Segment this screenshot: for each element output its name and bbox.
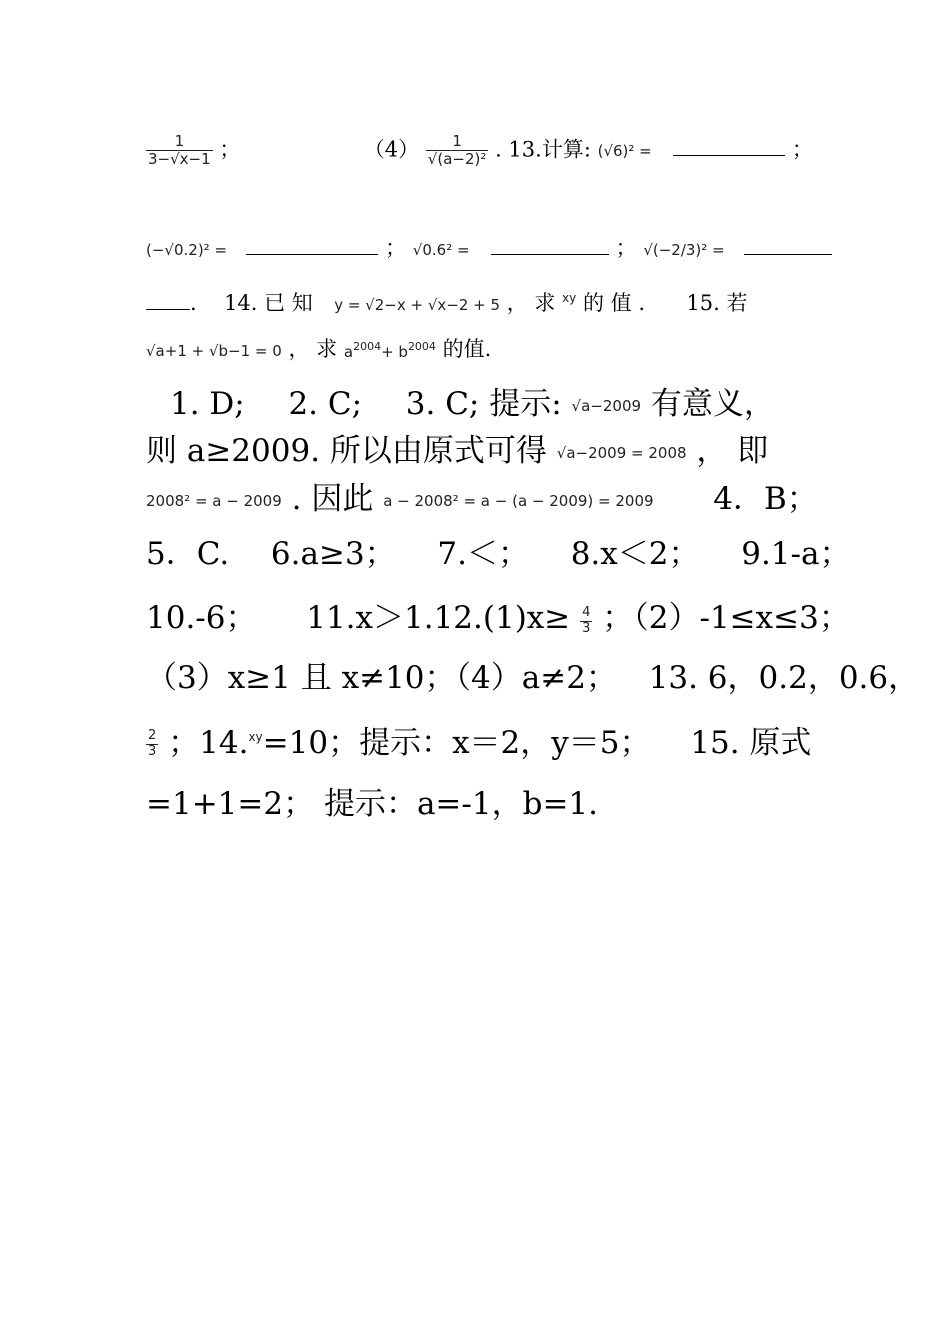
item-label-4: （4） [363,137,420,162]
math-expression: 2008² = a − 2009 [146,491,282,510]
answer-line-5 [146,592,850,637]
fraction-denominator: 3 [582,620,591,636]
answer-item: 5．C. [146,536,230,572]
fraction-denominator: √(a−2)² [427,150,487,169]
separator: ； [385,236,407,260]
answer-item: 13. 6，0.2，0.6， [648,660,920,696]
fraction-denominator: 3 [148,743,157,759]
math-xy: xy [562,291,577,305]
answer-item: =1+1=2； 提示：a=-1，b=1. [146,786,598,822]
answer-item: 15. 原式 [690,725,812,761]
fraction-numerator: 2 [148,728,157,743]
math-expression: a − 2008² = a − (a − 2009) = 2009 [383,491,654,510]
answer-item: 3. C; 提示: [405,386,562,422]
answer-line-6 [146,652,920,697]
answer-line-1 [170,378,832,423]
answer-item: 1. D; [170,386,245,422]
answer-blank[interactable] [246,253,378,255]
answer-item: 8.x＜2； [570,536,700,572]
answer-item: 6.a≥3； [270,536,396,572]
answer-line-3 [146,473,818,518]
answer-blank[interactable] [491,253,609,255]
math-expression: √a−2009 = 2008 [556,443,687,462]
exercise-line-1 [146,132,813,169]
period: . [190,291,197,315]
math-expression-15: √a+1 + √b−1 = 0 [146,341,282,360]
answer-item: 10.-6； [146,600,257,636]
math-power-expression [344,340,436,361]
question-14-label: 14. 已 知 [224,291,313,315]
answer-item: ；14. [168,725,249,761]
math-expression-14: y = √2−x + √x−2 + 5 [334,295,501,314]
separator: ； [219,137,241,162]
separator: ； [615,236,637,260]
math-expression: √(−2/3)² = [643,240,725,259]
fraction-numerator: 1 [174,132,185,150]
answer-text: 有意义， [650,386,775,422]
math-expression: √0.6² = [412,240,470,259]
question-text: 的 值 . [582,291,645,315]
math-exponent: 2004 [407,340,436,353]
fraction-four-thirds [580,606,592,637]
question-text: ， 求 [288,337,338,361]
math-expression: √a−2009 [571,396,642,415]
math-base-a: a [343,343,354,361]
math-xy: xy [248,730,263,744]
answer-item: =10；提示：x＝2，y＝5； [262,725,651,761]
answer-item: 11.x＞1.12.(1)x≥ [306,600,571,636]
answer-item: 2. C; [288,386,363,422]
answer-text: ， 即 [696,433,769,469]
exercise-line-2 [146,232,808,262]
exercise-line-3 [146,287,808,317]
answer-item: 4．B； [713,481,818,517]
fraction-two-thirds [146,729,158,760]
fraction-numerator: 4 [582,605,591,620]
math-exponent: 2004 [353,340,382,353]
answer-line-7 [146,717,812,762]
answer-text: . 因此 [291,481,374,517]
math-expression-13: (√6)² = [597,141,652,160]
answer-item: 9.1-a； [741,536,851,572]
answer-text: 则 a≥2009. 所以由原式可得 [146,433,547,469]
fraction-numerator: 1 [452,132,462,150]
math-expression: (−√0.2)² = [146,240,228,259]
separator: ； [791,137,813,162]
fraction-expression [146,133,213,169]
answer-line-2 [146,425,808,470]
math-base-b: + b [381,343,408,361]
question-13-label: . 13.计算: [495,137,591,162]
answer-item: ；（2）-1≤x≤3； [602,600,850,636]
fraction-denominator: 3−√x−1 [148,150,211,169]
question-15-label: 15. 若 [686,291,748,315]
question-text: ， 求 [506,291,556,315]
question-text: 的值. [442,337,492,361]
answer-blank[interactable] [673,154,785,156]
answer-item: 7.＜； [437,536,529,572]
fraction-expression-2 [426,133,489,169]
answer-blank[interactable] [744,253,832,255]
answer-line-4 [146,528,851,573]
exercise-line-4 [146,333,808,363]
answer-blank[interactable] [146,308,190,310]
answer-line-8 [146,778,808,823]
answer-item: （3）x≥1 且 x≠10；（4）a≠2； [146,660,617,696]
